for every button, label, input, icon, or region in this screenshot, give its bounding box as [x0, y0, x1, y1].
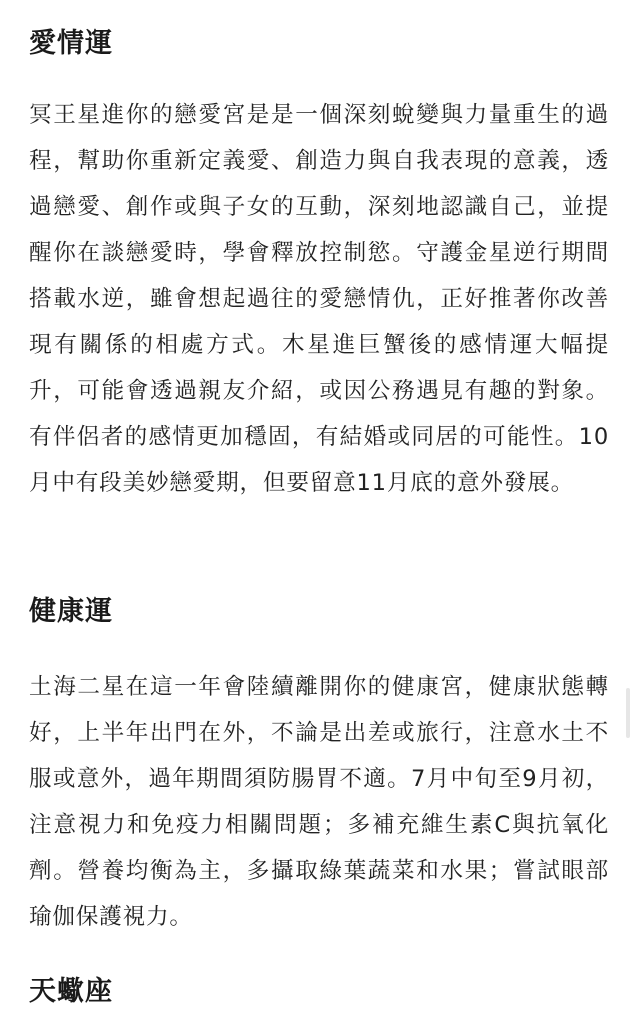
health-fortune-heading: 健康運: [29, 596, 113, 627]
love-fortune-paragraph: 冥王星進你的戀愛宮是是一個深刻蛻變與力量重生的過程，幫助你重新定義愛、創造力與自我表現的意義，透過戀愛、創作或與子女的互動，深刻地認識自己，並提醒你在談戀愛時，學會釋放控制慾。守護金星逆行期間搭載水逆，雖會想起過往的愛戀情仇，正好推著你改善現有關係的相處方式。木星進巨蟹後的感情運大幅提升，可能會透過親友介紹，或因公務遇見有趣的對象。有伴侶者的感情更加穩固，有結婚或同居的可能性。10月中有段美妙戀愛期，但要留意11月底的意外發展。: [29, 102, 609, 496]
health-fortune-paragraph: 土海二星在這一年會陸續離開你的健康宮，健康狀態轉好，上半年出門在外，不論是出差或旅行，注意水土不服或意外，過年期間須防腸胃不適。7月中旬至9月初，注意視力和免疫力相關問題；多補充維生素C與抗氧化劑。營養均衡為主，多攝取綠葉蔬菜和水果；嘗試眼部瑜伽保護視力。: [29, 674, 609, 930]
love-fortune-heading: 愛情運: [29, 28, 113, 59]
scorpio-section-heading: 天蠍座: [29, 976, 113, 1007]
scrollbar[interactable]: [626, 688, 630, 738]
